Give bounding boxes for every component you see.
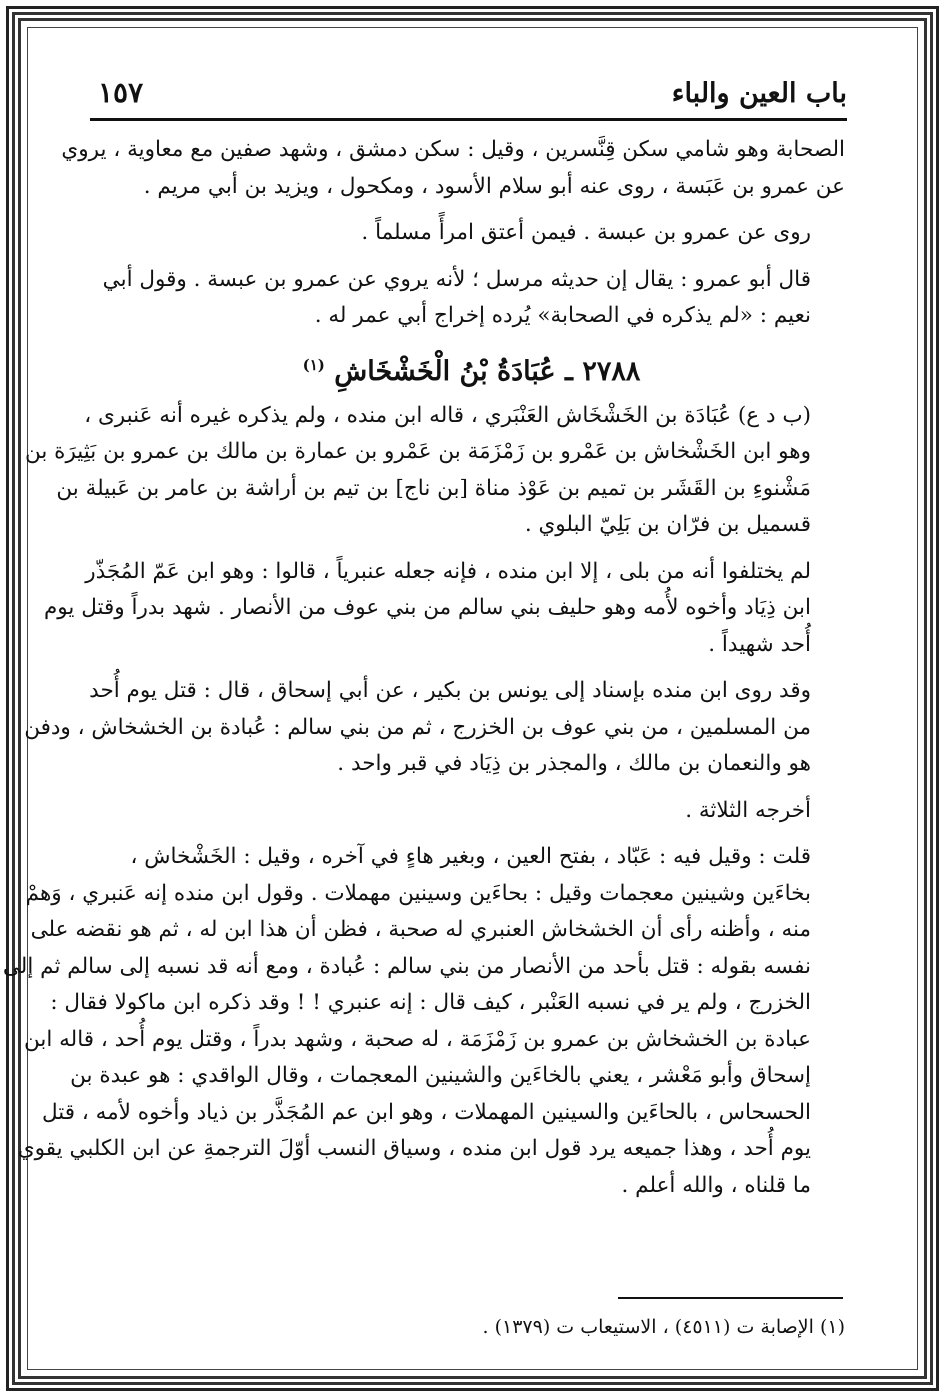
page-body xyxy=(2,132,845,1214)
text-line: نفسه بقوله : قتل بأحد من الأنصار من بني سالم : عُبادة ، ومع أنه قد نسبه إلى سالم ثم إلى xyxy=(2,953,811,979)
text-line: عبادة بن الخشخاش بن عمرو بن زَمْزَمَة ، له صحبة ، وشهد بدراً ، وقتل يوم أُحد ، قاله ابن xyxy=(24,1026,811,1052)
text-line: الصحابة وهو شامي سكن قِنَّسرين ، وقيل : سكن دمشق ، وشهد صفين مع معاوية ، يروي xyxy=(61,137,845,162)
page-header xyxy=(90,74,847,121)
text-line: وهو ابن الخَشْخاش بن عَمْرو بن زَمْزَمَة بن عَمْرو بن عمارة بن مالك بن عمرو بن بَثِيرَة بن xyxy=(25,439,811,464)
entry-heading-text: ٢٧٨٨ ـ عُبَادَةُ بْنُ الْخَشْخَاشِ xyxy=(334,355,641,387)
paragraph-2 xyxy=(98,215,845,252)
paragraph-7 xyxy=(98,793,845,830)
text-line: لم يختلفوا أنه من بلى ، إلا ابن منده ، فإنه جعله عنبرياً ، قالوا : وهو ابن عَمّ المُجَذّر xyxy=(85,558,811,584)
paragraph-1 xyxy=(61,132,845,205)
text-line: قال أبو عمرو : يقال إن حديثه مرسل ؛ لأنه يروي عن عمرو بن عبسة . وقول أبي xyxy=(102,266,811,292)
text-line: ما قلناه ، والله أعلم . xyxy=(621,1172,811,1198)
text-line: الخزرج ، ولم ير في نسبه العَنْبر ، كيف قال : إنه عنبري ! ! وقد ذكره ابن ماكولا فقال : xyxy=(50,990,811,1015)
text-line: مَشْنوءِ بن القَشَر بن تميم بن عَوْذ مناة [بن ناج] بن تيم بن أراشة بن عامر بن عَبيلة بن xyxy=(56,475,811,501)
text-line: قلت : وقيل فيه : عَبّاد ، بفتح العين ، وبغير هاءٍ في آخره ، وقيل : الخَشْخاش ، xyxy=(130,844,811,869)
text-line: يوم أُحد ، وهذا جميعه يرد قول ابن منده ، وسياق النسب أوّلَ الترجمةِ عن ابن الكلبي يقوي xyxy=(17,1136,811,1161)
paragraph-3 xyxy=(98,262,845,335)
footnote: (١) الإصابة ت (٤٥١١) ، الاستيعاب ت (١٣٧٩) . xyxy=(482,1316,845,1338)
paragraph-4 xyxy=(25,398,845,544)
text-line: أُحد شهيداً . xyxy=(708,631,811,657)
text-line: نعيم : «لم يذكره في الصحابة» يُرده إخراج أبي عمر له . xyxy=(314,303,811,328)
text-line: قسميل بن فرّان بن بَلِيّ البلوي . xyxy=(524,512,811,537)
text-line: إسحاق وأبو مَعْشر ، يعني بالخاءَين والشينين المعجمات ، وقال الواقدي : هو عبدة بن xyxy=(70,1063,811,1088)
text-line: أخرجه الثلاثة . xyxy=(685,797,811,823)
text-line: (ب د ع) عُبَادَة بن الخَشْخَاش العَنْبَري ، قاله ابن منده ، ولم يذكره غيره أنه عَنبرى ، xyxy=(84,402,811,428)
footnote-marker: (١) xyxy=(302,355,325,374)
text-line: روى عن عمرو بن عبسة . فيمن أعتق امرأً مسلماً . xyxy=(361,220,811,245)
text-line: بخاءَين وشينين معجمات وقيل : بحاءَين وسينين مهملات . وقول ابن منده إنه عَنبري ، وَهمْ xyxy=(25,880,811,906)
paragraph-6 xyxy=(24,673,845,783)
text-line: عن عمرو بن عَبَسة ، روى عنه أبو سلام الأسود ، ومكحول ، ويزيد بن أبي مريم . xyxy=(143,173,845,199)
text-line: وقد روى ابن منده بإسناد إلى يونس بن بكير ، عن أبي إسحاق ، قال : قتل يوم أُحد xyxy=(89,678,811,703)
entry-heading xyxy=(98,345,845,392)
text-line: الحسحاس ، بالحاءَين والسينين المهملات ، وهو ابن عم المُجَذَّر بن ذياد وأخوه لأمه ، قتل xyxy=(41,1099,811,1125)
paragraph-8 xyxy=(2,839,845,1204)
page-number: ١٥٧ xyxy=(98,76,144,109)
paragraph-5 xyxy=(44,554,845,664)
text-line: هو والنعمان بن مالك ، والمجذر بن ذِيَاد في قبر واحد . xyxy=(337,751,811,776)
footnote-rule xyxy=(618,1297,843,1299)
running-title: باب العين والباء xyxy=(671,78,847,109)
text-line: من المسلمين ، من بني عوف بن الخزرج ، ثم من بني سالم : عُبادة بن الخشخاش ، ودفن xyxy=(24,714,811,740)
text-line: ابن ذِيَاد وأخوه لأُمه وهو حليف بني سالم من بني عوف من الأنصار . شهد بدراً وقتل يوم xyxy=(44,595,811,620)
text-line: منه ، وأظنه رأى أن الخشخاش العنبري له صحبة ، فظن أن هذا ابن له ، ثم هو نقضه على xyxy=(30,917,811,942)
